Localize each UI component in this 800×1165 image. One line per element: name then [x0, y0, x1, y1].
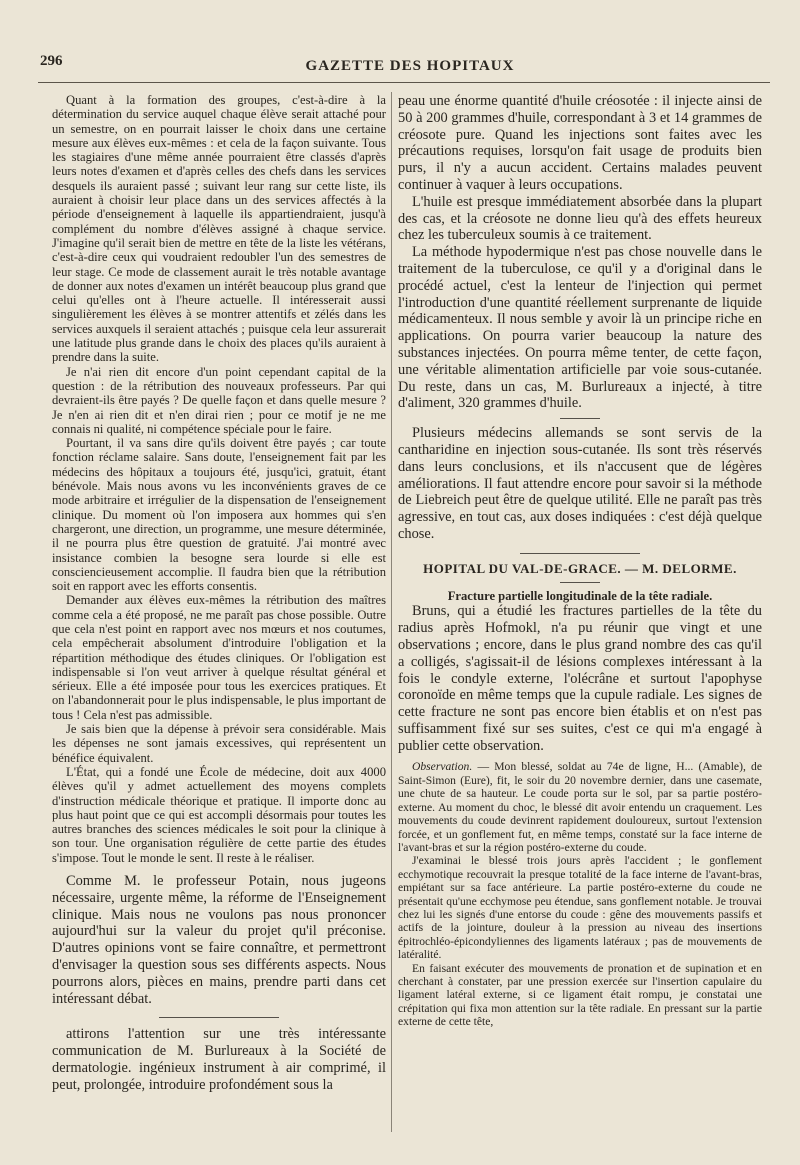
paragraph: Je sais bien que la dépense à prévoir sera considérable. Mais les dépenses ne sont jamais excessives, qui représentent un bénéfice équivalent.: [52, 722, 386, 765]
hospital-heading: HOPITAL DU VAL-DE-GRACE. — M. DELORME.: [423, 560, 737, 576]
left-column: [52, 93, 386, 1094]
paragraph: Quant à la formation des groupes, c'est-à-dire à la détermination du service auquel chaque élève serait attaché pour un semestre, on en pourrait laisser le choix dans une certaine mesure aux élèves eux-mêmes : et cela de la façon suivante. Tous les stagiaires d'une même année pourraient être classés d'après leurs notes d'examen et d'après celles des chefs dans les services desquels ils auraient passé ; suivant leur rang sur cette liste, ils auraient à choisir leur place dans un des services affectés à la période d'enseignement à laquelle ils appartiendraient, jusqu'à complément du nombre d'élèves assigné à chaque service. J'imagine qu'il serait bien de mettre en tête de la liste les vétérans, c'est-à-dire ceux qui voudraient redoubler l'un des semestres de leur stage. Ce mode de classement aurait le très notable avantage de donner aux notes d'examen un intérêt beaucoup plus grand que celui qu'elles ont à l'heure actuelle. Il intéresserait aussi singulièrement les élèves à se montrer attentifs et zélés dans les services auxquels il seraient attachés ; puisque cela leur assurerait une latitude plus grande dans le choix des places qu'ils auraient à prendre dans la suite.: [52, 93, 386, 365]
article-title: Fracture partielle longitudinale de la tête radiale.: [447, 589, 713, 604]
paragraph: attirons l'attention sur une très intéressante communication de M. Burlureaux à la Société de dermatologie. ingénieux instrument à air comprimé, il peut, prolongée, introduire profondément sous la: [52, 1026, 386, 1093]
paragraph: Je n'ai rien dit encore d'un point cependant capital de la question : de la rétribution des nouveaux professeurs. Par qui devraient-ils être payés ? De quelle façon et dans quelle mesure ? Je n'en ai rien dit et n'en dirai rien ; pour ce motif je ne me connais ni qualité, ni compétence spéciale pour le faire.: [52, 364, 386, 436]
paragraph: Demander aux élèves eux-mêmes la rétribution des maîtres comme cela a été proposé, ne me paraît pas chose possible. Outre que cela n'est point en rapport avec nos mœurs et nos coutumes, cela empêcherait absolument d'introduire l'obligation et la répartition méthodique des études cliniques. Or l'obligation est indispensable si l'on veut arriver à quelque résultat général et sérieux. Elle a été imposée pour tous les exercices pratiques. Et on l'abandonnerait pour le plus indispensable, le plus important de tous ! Cela n'est pas admissible.: [52, 593, 386, 722]
page-number: 296: [40, 53, 63, 69]
paragraph: En faisant exécuter des mouvements de pronation et de supination et en cherchant à constater, par une pression exercée sur l'insertion capulaire du ligament latéral externe, si ce ligament était rompu, je constatai une crépitation qui fixa mon attention sur la tête radiale. En pressant sur la partie externe de cette tête,: [398, 961, 762, 1029]
paragraph: — Mon blessé, soldat au 74e de ligne, H... (Amable), de Saint-Simon (Eure), fit, le soir du 20 novembre dernier, dans une casemate, une chute de sa hauteur. Le coude porta sur le sol, par sa partie postéro-externe. Au moment du choc, le blessé dit avoir entendu un craquement. Les mouvements du coude devinrent rapidement douloureux, surtout l'extension forcée, et un gonflement fut, en même temps, constaté sur la face interne de l'avant-bras et sur la région postéro-externe du coude.: [398, 760, 762, 854]
column-divider: [391, 92, 392, 1132]
running-head: GAZETTE DES HOPITAUX: [305, 58, 515, 74]
paragraph: J'examinai le blessé trois jours après l'accident ; le gonflement ecchymotique recouvrait la presque totalité de la face interne de l'avant-bras, empiétant sur sa face antérieure. La partie postéro-externe du coude ne présentait qu'une ecchymose peu étendue, sans gonflement notable. Je trouvai chez lui les signés d'une entorse du coude : gêne des mouvements passifs et actifs de la jointure, douleur à la pression au niveau des insertions épitrochléo-épicondyliennes des ligaments latéraux ; pas de mouvements de latéralité.: [398, 854, 762, 962]
observation-label: Observation.: [412, 760, 473, 774]
right-column: [398, 93, 762, 1029]
paragraph: L'huile est presque immédiatement absorbée dans la plupart des cas, et la créosote ne donne lieu qu'à des effets heureux chez les tuberculeux soumis à ce traitement.: [398, 193, 762, 244]
paragraph: La méthode hypodermique n'est pas chose nouvelle dans le traitement de la tuberculose, ce qu'il y a d'original dans le procédé actuel, c'est la lenteur de l'injection qui permet l'introduction d'une quantité réellement surprenante de liquide médicamenteux. Il nous semble y avoir là un principe riche en applications. On pourra varier beaucoup la nature des substances injectées. On pourra même tenter, de cette façon, une véritable alimentation artificielle par voie sous-cutanée. Du reste, dans un cas, M. Burlureaux a injecté, à titre d'aliment, 320 grammes d'huile.: [398, 244, 762, 412]
paragraph: L'État, qui a fondé une École de médecine, doit aux 4000 élèves qu'il y admet actuellement des moyens complets d'instruction médicale théorique et pratique. Il importe donc au plus haut point que ce qui est accompli désormais pour toutes les autres branches des sciences médicales le soit pour la clinique à son tour. Une organisation régulière de cette partie des études s'impose. Tout le monde le sent. Il reste à le réaliser.: [52, 764, 386, 865]
separator-rule: [560, 418, 600, 419]
paragraph: Comme M. le professeur Potain, nous jugeons nécessaire, urgente même, la réforme de l'Enseignement clinique. Mais nous ne voulons pas nous prononcer aujourd'hui sur la valeur du projet qu'il préconise. D'autres opinions vont se faire connaître, et permettront d'envisager la question sous ses différents aspects. Nous pourrons alors, pièces en mains, prendre parti dans cet intéressant débat.: [52, 873, 386, 1007]
paragraph: Pourtant, il va sans dire qu'ils doivent être payés ; car toute fonction réclame salaire. Sans doute, l'enseignement fait par les médecins des hôpitaux a toujours été, jusqu'ici, gratuit, étant bénévole. Mais nous avons vu les inconvénients graves de ce mode arbitraire et irrégulier de la dispensation de l'enseignement clinique. Du moment où l'on imposera aux hommes qui s'en chargeront, une direction, un programme, une mesure déterminée, il ne pourra plus être question de gratuité. J'ai montré avec insistance combien la besogne sera lourde si elle est consciencieusement accomplie. Il faudra bien que la rétribution soit en rapport avec les efforts consentis.: [52, 436, 386, 594]
separator-rule: [159, 1017, 279, 1018]
paragraph: Bruns, qui a étudié les fractures partielles de la tête du radius après Hofmokl, n'a pu réunir que vingt et une observations ; encore, dans le plus grand nombre des cas qu'il a colligés, s'agissait-il de lésions complexes intéressant à la fois le condyle externe, l'olécrâne et surtout l'apophyse coronoïde en même temps que la cupule radiale. Les signes de cette fracture ne sont pas encore bien établis et on n'est pas suffisamment fixé sur ses suites, c'est ce qui m'a engagé à publier cette observation.: [398, 603, 762, 754]
header-rule: [38, 82, 770, 83]
paragraph: Plusieurs médecins allemands se sont servis de la cantharidine en injection sous-cutanée. Ils sont très réservés dans leurs conclusions, et ils n'accusent que de légères améliorations. Il faut attendre encore pour savoir si la méthode de Liebreich peut être de quelque utilité. Elle ne paraît pas très agressive, en tout cas, aux doses indiquées : c'est déjà quelque chose.: [398, 425, 762, 542]
separator-rule: [560, 582, 600, 583]
paragraph: peau une énorme quantité d'huile créosotée : il injecte ainsi de 50 à 200 grammes d'huile, correspondant à 3 et 14 grammes de créosote pure. Quand les injections sont faites avec les précautions requises, lorsqu'on fait usage de produits bien purs, il n'y a aucun accident. Certains malades peuvent continuer à vaquer à leurs occupations.: [398, 93, 762, 193]
separator-rule: [520, 553, 640, 554]
